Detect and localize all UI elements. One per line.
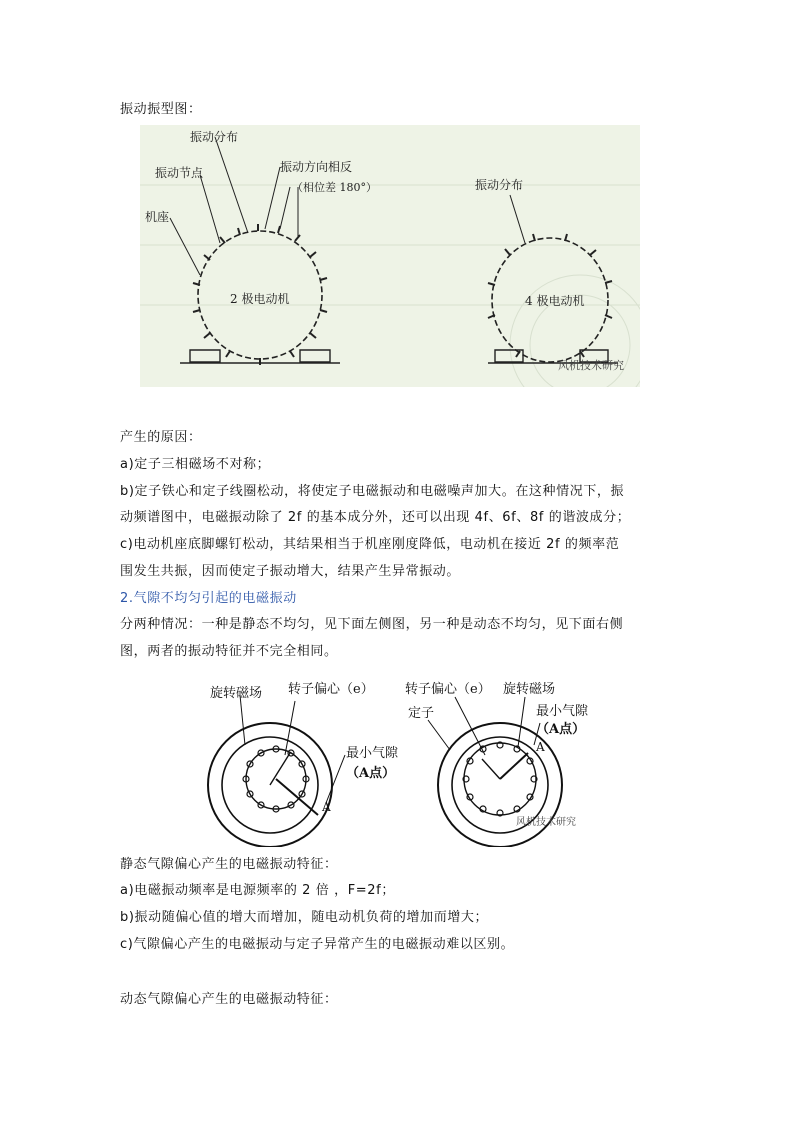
distribution-label-left: 振动分布 <box>190 130 239 144</box>
left-rotor-eccentricity-label: 转子偏心（e） <box>288 682 374 697</box>
static-b: b)振动随偏心值的增大而增加，随电动机负荷的增加而增大； <box>120 910 489 925</box>
two-pole-label: 2 极电动机 <box>230 292 290 306</box>
opposite-direction-label: 振动方向相反 <box>280 160 353 174</box>
cause-title: 产生的原因： <box>120 430 202 445</box>
left-a-mark: A <box>322 800 331 814</box>
cause-a: a)定子三相磁场不对称； <box>120 457 271 472</box>
left-min-gap-label: 最小气隙 <box>346 746 399 761</box>
right-stator-label: 定子 <box>408 706 435 721</box>
air-gap-eccentricity-figure <box>200 675 600 847</box>
air-gap-diagram <box>200 675 600 847</box>
vibration-mode-diagram <box>140 125 640 387</box>
left-rotating-field-label: 旋转磁场 <box>210 686 263 701</box>
cause-c-line2: 围发生共振，因而使定子振动增大，结果产生异常振动。 <box>120 564 461 579</box>
section2-paragraph-line2: 图，两者的振动特征并不完全相同。 <box>120 644 338 659</box>
vibration-mode-figure <box>140 125 640 387</box>
four-pole-motor <box>475 177 618 363</box>
left-point-a-label: （A点） <box>346 766 396 781</box>
right-min-gap-label: 最小气隙 <box>536 704 589 719</box>
figure1-watermark: 风机技术研究 <box>558 359 624 372</box>
base-label: 机座 <box>145 210 170 224</box>
right-rotor-eccentricity-label: 转子偏心（e） <box>405 682 491 697</box>
section2-heading: 2.气隙不均匀引起的电磁振动 <box>120 591 297 606</box>
cause-b-line1: b)定子铁心和定子线圈松动，将使定子电磁振动和电磁噪声加大。在这种情况下，振 <box>120 484 625 499</box>
distribution-label-right: 振动分布 <box>475 178 524 192</box>
static-eccentricity-diagram <box>208 681 399 847</box>
two-pole-motor <box>145 129 377 365</box>
cause-c-line1: c)电动机座底脚螺钉松动，其结果相当于机座刚度降低，电动机在接近 2f 的频率范 <box>120 537 620 552</box>
four-pole-label: 4 极电动机 <box>525 294 585 308</box>
static-c: c)气隙偏心产生的电磁振动与定子异常产生的电磁振动难以区别。 <box>120 937 515 952</box>
right-point-a-label: （A点） <box>536 722 586 737</box>
cause-b-line2: 动频谱图中，电磁振动除了 2f 的基本成分外，还可以出现 4f、6f、8f 的谐波成分； <box>120 510 631 525</box>
right-rotating-field-label: 旋转磁场 <box>503 682 556 697</box>
section2-paragraph-line1: 分两种情况：一种是静态不均匀，见下面左侧图，另一种是动态不均匀，见下面右侧 <box>120 617 624 632</box>
dynamic-title: 动态气隙偏心产生的电磁振动特征： <box>120 992 338 1007</box>
static-a: a)电磁振动频率是电源频率的 2 倍 ，F=2f； <box>120 883 395 898</box>
right-a-mark: A <box>536 740 545 754</box>
node-label: 振动节点 <box>155 166 204 180</box>
intro-label: 振动振型图： <box>120 102 202 117</box>
phase-difference-label: （相位差 180°） <box>292 181 377 194</box>
figure2-watermark: 风机技术研究 <box>516 817 576 828</box>
static-title: 静态气隙偏心产生的电磁振动特征： <box>120 857 338 872</box>
background-texture <box>140 185 640 387</box>
